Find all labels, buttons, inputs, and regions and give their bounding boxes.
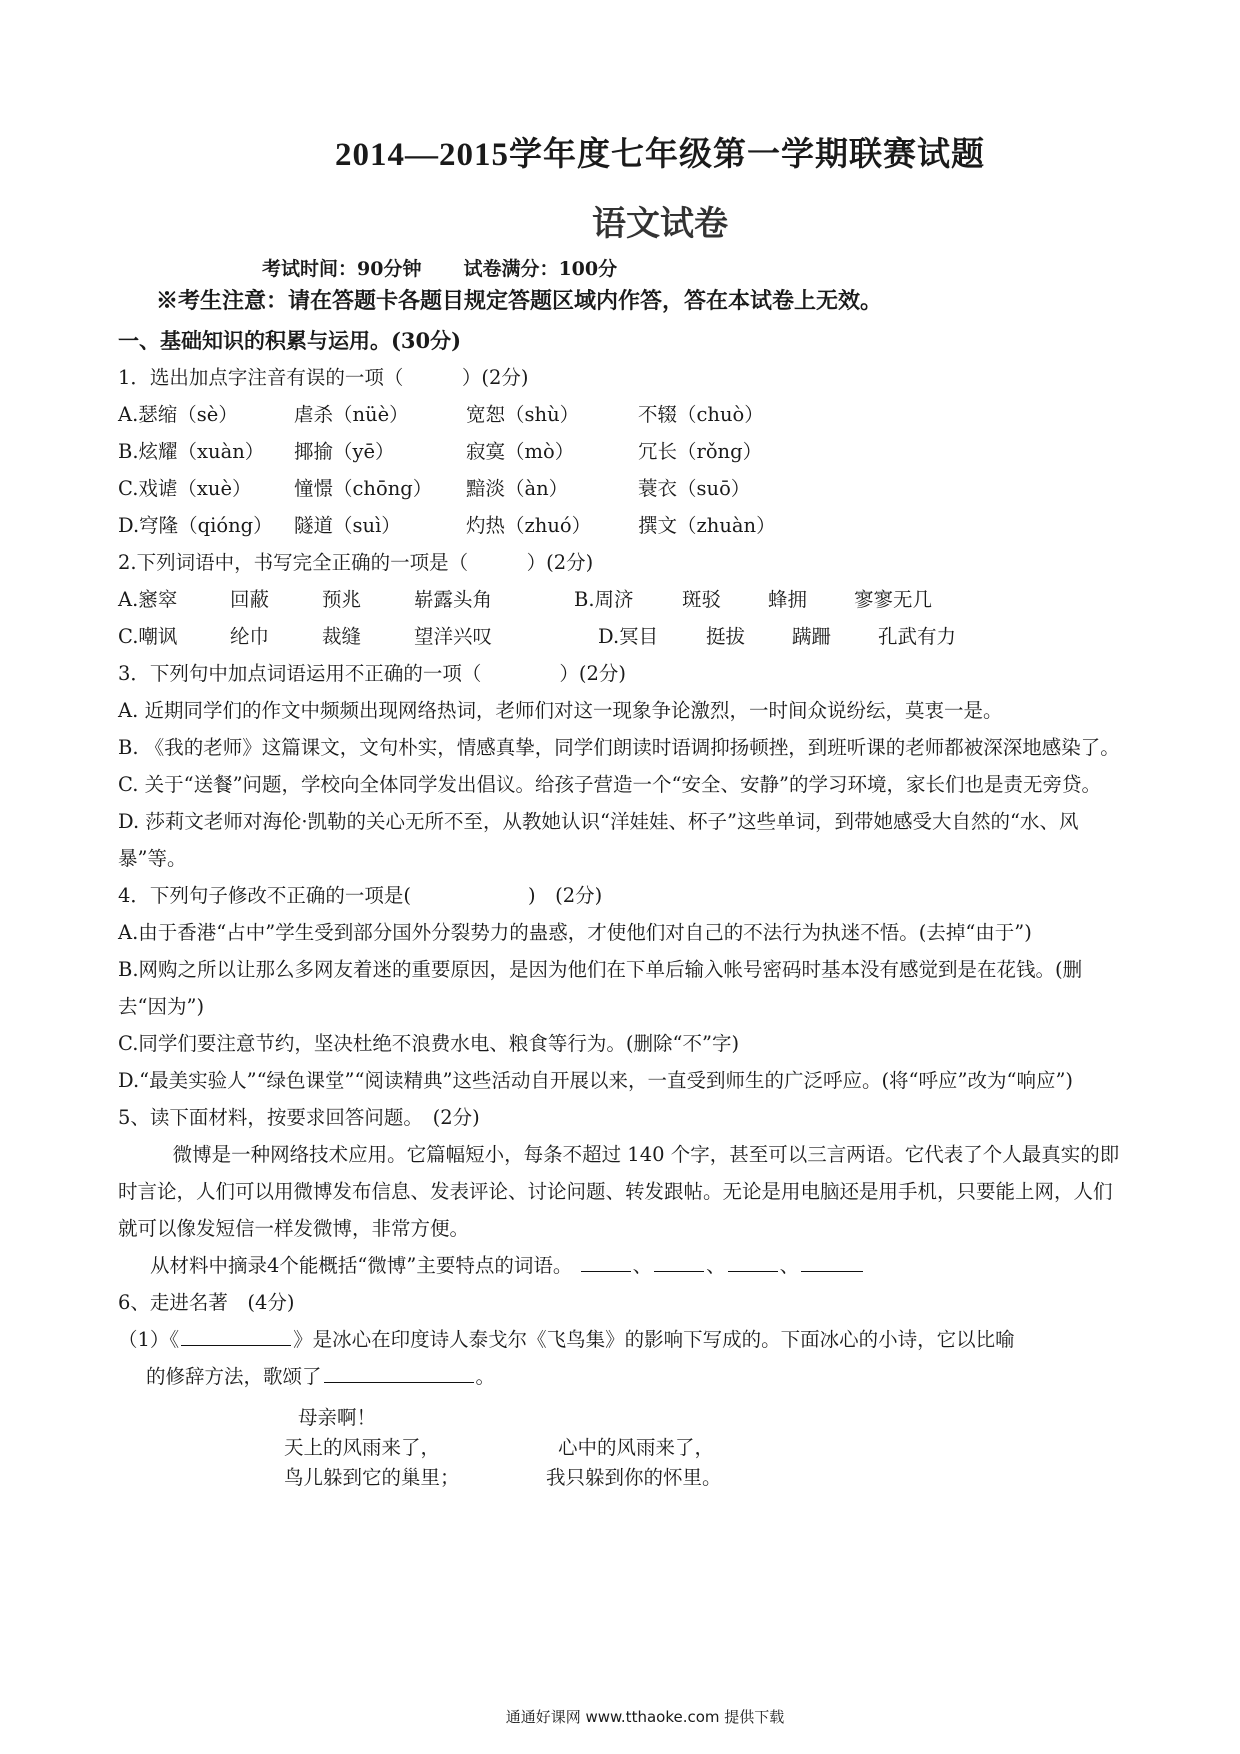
q1-option: 不辍（chuò）: [638, 403, 764, 426]
q2-option: B.周济: [574, 588, 634, 611]
q1-option: A.瑟缩（sè）: [118, 403, 238, 426]
q4-option-d: D.“最美实验人”“绿色课堂”“阅读精典”这些活动自开展以来，一直受到师生的广泛呼应。(将“呼应”改为“响应”): [118, 1069, 1074, 1092]
q1-option: 宽恕（shù）: [466, 403, 580, 426]
blank-separator: 、: [706, 1254, 726, 1277]
exam-subtitle: 语文试卷: [592, 204, 728, 244]
section-heading: 一、基础知识的积累与运用。(30分): [118, 328, 462, 353]
answer-blank[interactable]: [801, 1270, 863, 1272]
q6-part1-text: 》是冰心在印度诗人泰戈尔《飞鸟集》的影响下写成的。下面冰心的小诗，它以比喻: [293, 1328, 1015, 1351]
q3-option-d: D. 莎莉文老师对海伦·凯勒的关心无所不至，从教她认识“洋娃娃、杯子”这些单词，到带她感受大自然的“水、风暴”等。: [118, 810, 1079, 870]
q1-options-row: [118, 470, 1128, 507]
answer-blank[interactable]: [728, 1270, 778, 1272]
q1-option: 寂寞（mò）: [466, 440, 575, 463]
q5-passage: 微博是一种网络技术应用。它篇幅短小，每条不超过 140 个字，甚至可以三言两语。它代表了个人最真实的即时言论，人们可以用微博发布信息、发表评论、讨论问题、转发跟帖。无论是用电脑还是用手机，只要能上网，人们就可以像发短信一样发微博，非常方便。: [118, 1143, 1120, 1240]
q1-option: 撰文（zhuàn）: [638, 514, 776, 537]
question-4-stem: 4．下列句子修改不正确的一项是( ) (2分): [118, 884, 603, 907]
q1-option: D.穹隆（qióng）: [118, 514, 273, 537]
q1-option: 隧道（suì）: [294, 514, 401, 537]
question-1-stem: 1．选出加点字注音有误的一项（ ）(2分): [118, 366, 529, 389]
poem-line: 心中的风雨来了，: [558, 1436, 715, 1459]
q3-option-b: B. 《我的老师》这篇课文，文句朴实，情感真挚，同学们朗读时语调抑扬顿挫，到班听课的老师都被深深地感染了。: [118, 736, 1120, 759]
q2-option: 蹒跚: [792, 625, 832, 648]
q6-part1: [118, 1321, 1128, 1358]
question-3-stem: 3．下列句中加点词语运用不正确的一项（ ）(2分): [118, 662, 627, 685]
exam-meta: [262, 254, 617, 281]
q1-option: 黯淡（àn）: [466, 477, 569, 500]
q6-part1-line2-text: 的修辞方法，歌颂了: [146, 1365, 322, 1388]
q6-part1-line2: [118, 1358, 1128, 1395]
full-score: 试卷满分：100分: [463, 258, 618, 280]
q2-option: 孔武有力: [878, 625, 957, 648]
q1-option: C.戏谑（xuè）: [118, 477, 252, 500]
answer-blank[interactable]: [654, 1270, 704, 1272]
q2-option: 望洋兴叹: [414, 625, 493, 648]
exam-content: [118, 322, 1128, 1519]
q1-option: 憧憬（chōng）: [294, 477, 433, 500]
question-6-stem: 6、走进名著 (4分): [118, 1291, 295, 1314]
q2-option: C.嘲讽: [118, 625, 178, 648]
blank-separator: 、: [779, 1254, 800, 1277]
q3-option-c: C. 关于“送餐”问题，学校向全体同学发出倡议。给孩子营造一个“安全、安静”的学习环境，家长们也是责无旁贷。: [118, 773, 1101, 796]
bingxin-poem: [118, 1399, 1128, 1519]
poem-line: 母亲啊！: [298, 1406, 377, 1429]
exam-time: 考试时间：90分钟: [262, 258, 422, 280]
q5-task-text: 从材料中摘录4个能概括“微博”主要特点的词语。: [150, 1254, 573, 1277]
q2-option: 预兆: [322, 588, 362, 611]
exam-title: 2014—2015学年度七年级第一学期联赛试题: [335, 137, 985, 173]
poem-line: 鸟儿躲到它的巢里；: [284, 1466, 460, 1489]
footer-source: 通通好课网 www.tthaoke.com 提供下载: [505, 1708, 785, 1726]
q2-option: 纶巾: [230, 625, 270, 648]
q6-part1-end: 。: [475, 1365, 496, 1388]
book-title-blank[interactable]: [181, 1344, 291, 1346]
q2-option: D.冥目: [598, 625, 659, 648]
q1-option: 蓑衣（suō）: [638, 477, 751, 500]
q2-option: 寥寥无几: [854, 588, 933, 611]
q1-options-row: [118, 507, 1128, 544]
q2-option: 崭露头角: [414, 588, 493, 611]
q2-options-row: [118, 581, 1128, 618]
q1-option: 冗长（rǒng）: [638, 440, 763, 463]
q4-option-a: A.由于香港“占中”学生受到部分国外分裂势力的蛊惑，才使他们对自己的不法行为执迷不悟。(去掉“由于”): [118, 921, 1032, 944]
q2-option: 蜂拥: [768, 588, 808, 611]
q3-option-a: A. 近期同学们的作文中频频出现网络热词，老师们对这一现象争论激烈，一时间众说纷纭，莫衷一是。: [118, 699, 1003, 722]
q4-option-c: C.同学们要注意节约，坚决杜绝不浪费水电、粮食等行为。(删除“不”字): [118, 1032, 740, 1055]
q1-options-row: [118, 433, 1128, 470]
exam-notice: ※考生注意：请在答题卡各题目规定答题区域内作答，答在本试卷上无效。: [156, 288, 883, 314]
q1-option: B.炫耀（xuàn）: [118, 440, 265, 463]
poem-line: 天上的风雨来了，: [284, 1436, 441, 1459]
q2-option: 斑驳: [682, 588, 722, 611]
q1-option: 揶揄（yē）: [294, 440, 395, 463]
q2-options-row: [118, 618, 1128, 655]
poem-line: 我只躲到你的怀里。: [546, 1466, 722, 1489]
q5-task: [118, 1247, 1128, 1284]
q2-option: 挺拔: [706, 625, 746, 648]
answer-blank[interactable]: [581, 1270, 631, 1272]
q6-part1-prefix: （1）《: [118, 1328, 180, 1351]
q1-option: 虐杀（nüè）: [294, 403, 409, 426]
q1-option: 灼热（zhuó）: [466, 514, 592, 537]
q2-option: A.窸窣: [118, 588, 178, 611]
q2-option: 回蔽: [230, 588, 270, 611]
question-2-stem: 2.下列词语中，书写完全正确的一项是（ ）(2分): [118, 551, 594, 574]
q2-option: 裁缝: [322, 625, 362, 648]
blank-separator: 、: [632, 1254, 653, 1277]
theme-blank[interactable]: [324, 1381, 474, 1383]
q4-option-b: B.网购之所以让那么多网友着迷的重要原因，是因为他们在下单后输入帐号密码时基本没有感觉到是在花钱。(删去“因为”): [118, 958, 1083, 1018]
q1-options-row: [118, 396, 1128, 433]
question-5-stem: 5、读下面材料，按要求回答问题。 (2分): [118, 1106, 480, 1129]
